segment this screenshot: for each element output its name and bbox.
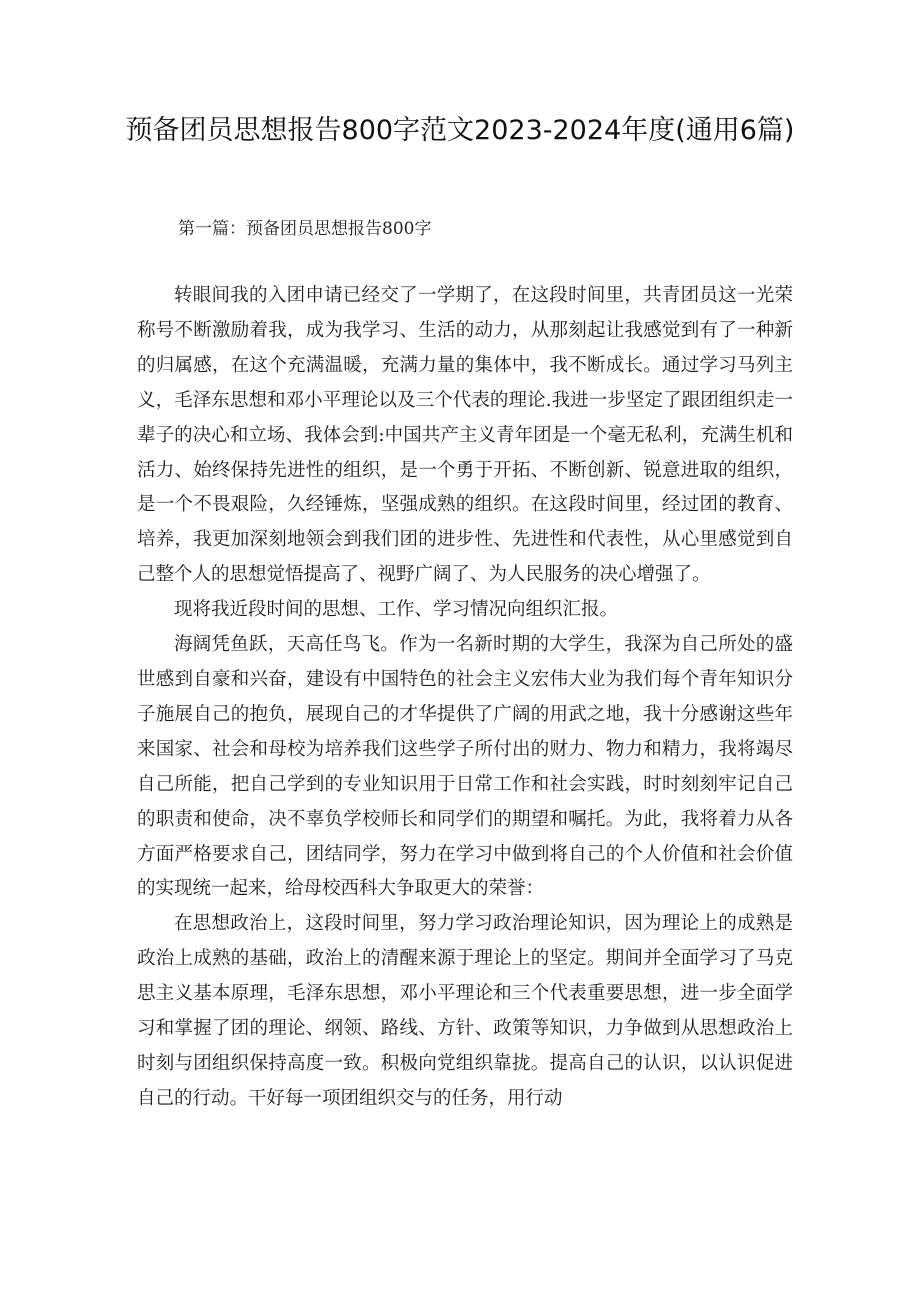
paragraph: 转眼间我的入团申请已经交了一学期了，在这段时间里，共青团员这一光荣称号不断激励着我，成为我学习、生活的动力，从那刻起让我感觉到有了一种新的归属感，在这个充满温暖，充满力量的集体中，我不断成长。通过学习马列主义，毛泽东思想和邓小平理论以及三个代表的理论.我进一步坚定了跟团组织走一辈子的决心和立场、我体会到:中国共产主义青年团是一个毫无私利，充满生机和活力、始终保持先进性的组织，是一个勇于开拓、不断创新、锐意进取的组织，是一个不畏艰险，久经锤炼，坚强成熟的组织。在这段时间里，经过团的教育、培养，我更加深刻地领会到我们团的进步性、先进性和代表性，从心里感觉到自己整个人的思想觉悟提高了、视野广阔了、为人民服务的决心增强了。	[137, 285, 793, 586]
paragraph: 在思想政治上，这段时间里，努力学习政治理论知识，因为理论上的成熟是政治上成熟的基础，政治上的清醒来源于理论上的坚定。期间并全面学习了马克思主义基本原理，毛泽东思想，邓小平理论和三个代表重要思想，进一步全面学习和掌握了团的理论、纲领、路线、方针、政策等知识，力争做到从思想政治上时刻与团组织保持高度一致。积极向党组织靠拢。提高自己的认识，以认识促进自己的行动。干好每一项团组织交与的任务，用行动	[137, 913, 793, 1109]
paragraph: 现将我近段时间的思想、工作、学习情况向组织汇报。	[174, 599, 619, 621]
section-heading: 第一篇：预备团员思想报告800字	[178, 219, 432, 239]
document-title: 预备团员思想报告800字范文2023-2024年度(通用6篇)	[125, 115, 795, 146]
paragraph: 海阔凭鱼跃，天高任鸟飞。作为一名新时期的大学生，我深为自己所处的盛世感到自豪和兴奋，建设有中国特色的社会主义宏伟大业为我们每个青年知识分子施展自己的抱负，展现自己的才华提供了广阔的用武之地，我十分感谢这些年来国家、社会和母校为培养我们这些学子所付出的财力、物力和精力，我将竭尽自己所能，把自己学到的专业知识用于日常工作和社会实践，时时刻刻牢记自己的职责和使命，决不辜负学校师长和同学们的期望和嘱托。为此，我将着力从各方面严格要求自己，团结同学，努力在学习中做到将自己的个人价值和社会价值的实现统一起来，给母校西科大争取更大的荣誉：	[137, 634, 793, 900]
document-body	[137, 279, 793, 1117]
